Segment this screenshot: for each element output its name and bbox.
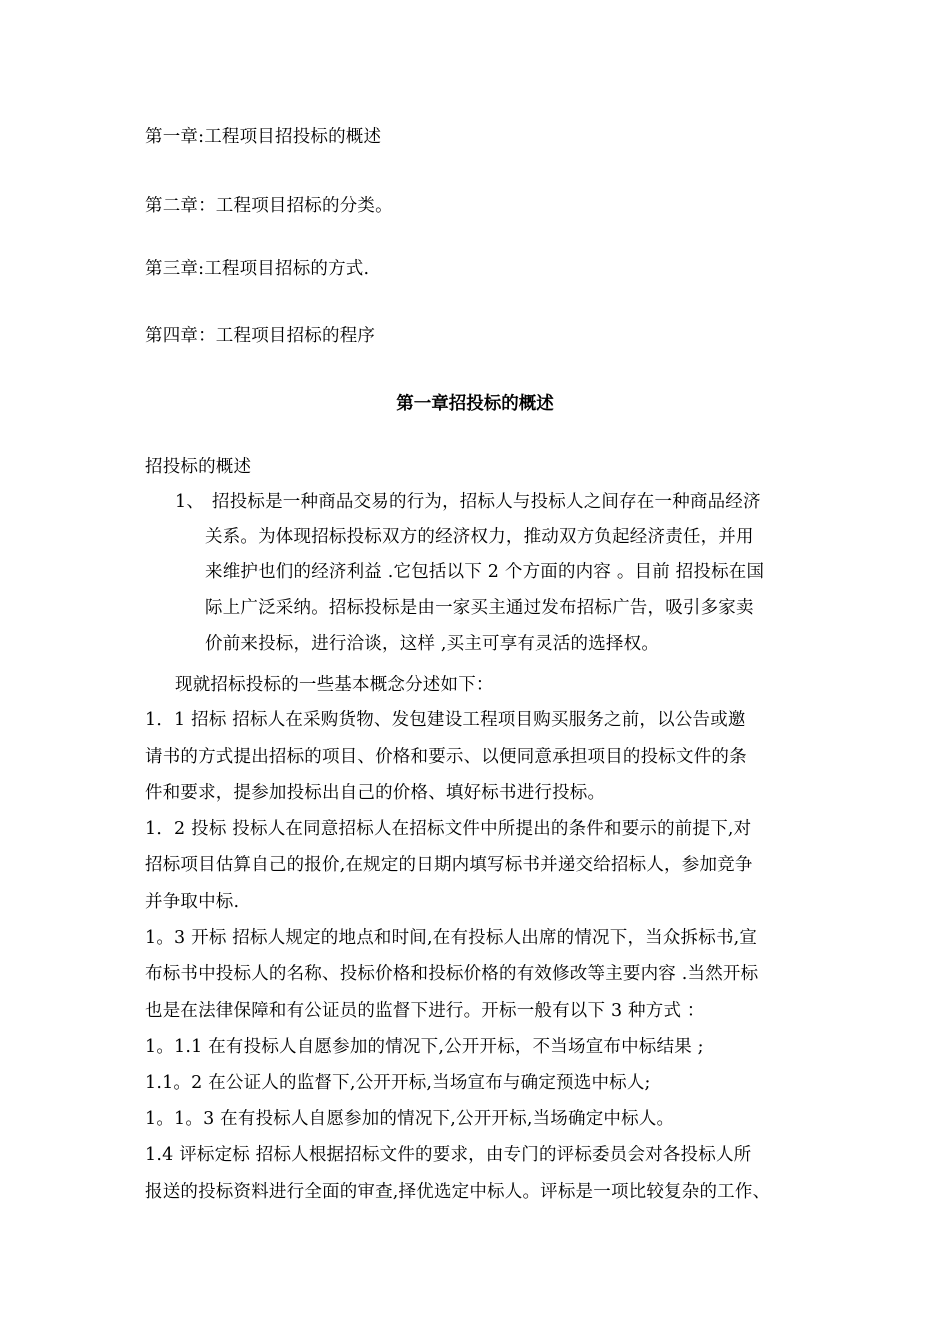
- list-item-line: 价前来投标，进行洽谈，这样 ,买主可享有灵活的选择权。: [205, 634, 660, 654]
- intro-line: 现就招标投标的一些基本概念分述如下：: [175, 675, 494, 695]
- body-line: 1．2 投标 投标人在同意招标人在招标文件中所提出的条件和要示的前提下,对: [145, 819, 752, 839]
- body-line: 并争取中标.: [145, 892, 240, 912]
- body-line: 招标项目估算自己的报价,在规定的日期内填写标书并递交给招标人，参加竞争: [145, 855, 753, 875]
- section-heading: 招投标的概述: [145, 457, 252, 477]
- body-line: 件和要求，提参加投标出自己的价格、填好标书进行投标。: [145, 783, 606, 803]
- body-line: 1.1。2 在公证人的监督下,公开开标,当场宣布与确定预选中标人;: [145, 1073, 651, 1093]
- body-line: 布标书中投标人的名称、投标价格和投标价格的有效修改等主要内容 .当然开标: [145, 964, 759, 984]
- body-line: 请书的方式提出招标的项目、价格和要示、以便同意承担项目的投标文件的条: [145, 747, 747, 767]
- list-item-line: 招投标是一种商品交易的行为，招标人与投标人之间存在一种商品经济: [212, 492, 761, 512]
- body-line: 1.4 评标定标 招标人根据招标文件的要求，由专门的评标委员会对各投标人所: [145, 1145, 752, 1165]
- list-item-line: 关系。为体现招标投标双方的经济权力，推动双方负起经济责任，并用: [205, 527, 754, 547]
- toc-item-2: 第二章：工程项目招标的分类。: [145, 196, 393, 216]
- toc-item-4: 第四章：工程项目招标的程序: [145, 326, 376, 346]
- toc-item-1: 第一章:工程项目招投标的概述: [145, 127, 382, 147]
- list-item-line: 际上广泛采纳。招标投标是由一家买主通过发布招标广告，吸引多家卖: [205, 598, 754, 618]
- body-line: 1．1 招标 招标人在采购货物、发包建设工程项目购买服务之前，以公告或邀: [145, 710, 746, 730]
- toc-item-3: 第三章:工程项目招标的方式.: [145, 259, 370, 279]
- list-marker: 1、: [175, 492, 205, 512]
- body-line: 1。3 开标 招标人规定的地点和时间,在有投标人出席的情况下，当众拆标书,宣: [145, 928, 758, 948]
- body-line: 报送的投标资料进行全面的审查,择优选定中标人。评标是一项比较复杂的工作、: [145, 1182, 771, 1202]
- body-line: 1。1.1 在有投标人自愿参加的情况下,公开开标，不当场宣布中标结果 ;: [145, 1037, 704, 1057]
- chapter-title: 第一章招投标的概述: [396, 394, 554, 414]
- body-line: 1。1。3 在有投标人自愿参加的情况下,公开开标,当场确定中标人。: [145, 1109, 675, 1129]
- list-item-line: 来维护也们的经济利益 .它包括以下 2 个方面的内容 。目前 招投标在国: [205, 562, 765, 582]
- body-line: 也是在法律保障和有公证员的监督下进行。开标一般有以下 3 种方式 ：: [145, 1001, 705, 1021]
